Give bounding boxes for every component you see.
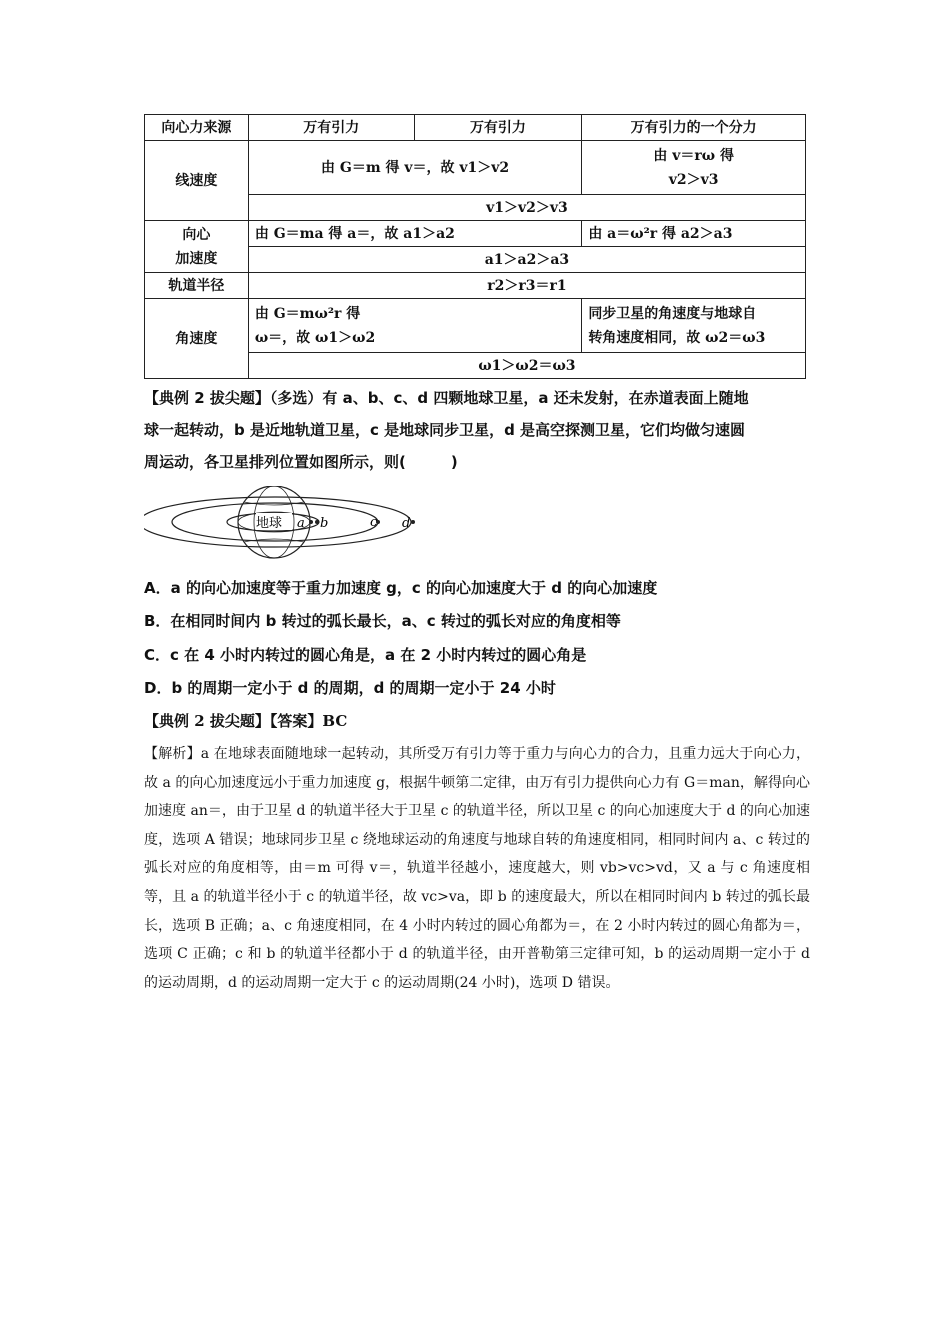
- table-cell: [582, 141, 806, 195]
- satellite-b: [315, 520, 319, 524]
- label-a: a: [297, 516, 305, 531]
- cell-line: 由 v＝rω 得: [653, 147, 734, 164]
- table-cell: 由 G＝m 得 v＝，故 v1＞v2: [248, 141, 581, 195]
- table-cell: 万有引力: [414, 115, 582, 141]
- cell-line: 转角速度相同，故 ω2＝ω3: [588, 329, 766, 346]
- label-b: b: [320, 516, 329, 531]
- answer-line: 【典例 2 拔尖题】【答案】BC: [144, 712, 348, 730]
- table-cell: 万有引力: [248, 115, 414, 141]
- cell-line: 由 G＝mω²r 得: [254, 305, 361, 322]
- earth-label: 地球: [256, 516, 283, 531]
- table-cell: [248, 299, 581, 353]
- cell-line: 同步卫星的角速度与地球自: [588, 305, 757, 322]
- table-cell: 由 G＝ma 得 a＝，故 a1＞a2: [248, 221, 581, 247]
- table-cell: 角速度: [145, 299, 249, 379]
- table-cell: 万有引力的一个分力: [582, 115, 806, 141]
- label-c: c: [370, 515, 378, 530]
- table-row: [145, 273, 806, 299]
- question-line-1: 【典例 2 拔尖题】（多选）有 a、b、c、d 四颗地球卫星，a 还未发射，在赤道表面上随地: [144, 389, 749, 407]
- table-cell: 轨道半径: [145, 273, 249, 299]
- table-cell: 由 a＝ω²r 得 a2＞a3: [582, 221, 806, 247]
- analysis-paragraph: 【解析】a 在地球表面随地球一起转动，其所受万有引力等于重力与向心力的合力，且重力远大于向心力，故 a 的向心加速度远小于重力加速度 g，根据牛顿第二定律，由万有引力提供向心力有 G＝man，解得向心加速度 an＝，由于卫星 d 的轨道半径大于卫星 c 的轨道半径，所以卫星 c 的向心加速度大于 d 的向心加速度，选项 A 错误；地球同步卫星 c 绕地球运动的角速度与地球自转的角速度相同，相同时间内 a、c 转过的弧长对应的角度相等，由＝m 可得 v＝，轨道半径越小，速度越大，则 vb>vc>vd，又 a 与 c 角速度相等，且 a 的轨道半径小于 c 的轨道半径，故 vc>va，即 b 的速度最大，所以在相同时间内 b 转过的弧长最长，选项 B 正确；a、c 角速度相同，在 4 小时内转过的圆心角都为＝，在 2 小时内转过的圆心角都为＝，选项 C 正确；c 和 b 的轨道半径都小于 d 的轨道半径，由开普勒第三定律可知，b 的运动周期一定小于 d 的运动周期，d 的运动周期一定大于 c 的运动周期(24 小时)，选项 D 错误。: [144, 746, 810, 991]
- table-cell: [582, 299, 806, 353]
- satellite-a: [309, 520, 313, 524]
- satellite-d: [411, 520, 415, 524]
- table-cell: a1＞a2＞a3: [248, 247, 805, 273]
- table-cell: 线速度: [145, 141, 249, 221]
- orbit-diagram: [144, 486, 434, 560]
- table-cell: [145, 221, 249, 273]
- comparison-table: [144, 114, 806, 379]
- cell-line: 加速度: [175, 250, 218, 267]
- option-b: B．在相同时间内 b 转过的弧长最长，a、c 转过的弧长对应的角度相等: [144, 612, 621, 630]
- table-cell: ω1＞ω2＝ω3: [248, 353, 805, 379]
- table-row: [145, 115, 806, 141]
- option-a: A．a 的向心加速度等于重力加速度 g，c 的向心加速度大于 d 的向心加速度: [144, 579, 658, 597]
- cell-line: 向心: [182, 226, 211, 243]
- table-row: [145, 221, 806, 247]
- table-cell: r2＞r3＝r1: [248, 273, 805, 299]
- question-line-3: 周运动，各卫星排列位置如图所示，则( ): [144, 453, 458, 471]
- table-cell: v1＞v2＞v3: [248, 195, 805, 221]
- cell-line: ω＝，故 ω1＞ω2: [254, 329, 376, 346]
- table-cell: 向心力来源: [145, 115, 249, 141]
- cell-line: v2＞v3: [668, 171, 719, 188]
- option-c: C．c 在 4 小时内转过的圆心角是，a 在 2 小时内转过的圆心角是: [144, 646, 587, 664]
- table-row: [145, 141, 806, 195]
- label-d: d: [402, 516, 411, 531]
- question-line-2: 球一起转动，b 是近地轨道卫星，c 是地球同步卫星，d 是高空探测卫星，它们均做匀速圆: [144, 421, 746, 439]
- option-d: D．b 的周期一定小于 d 的周期，d 的周期一定小于 24 小时: [144, 679, 556, 697]
- table-row: [145, 299, 806, 353]
